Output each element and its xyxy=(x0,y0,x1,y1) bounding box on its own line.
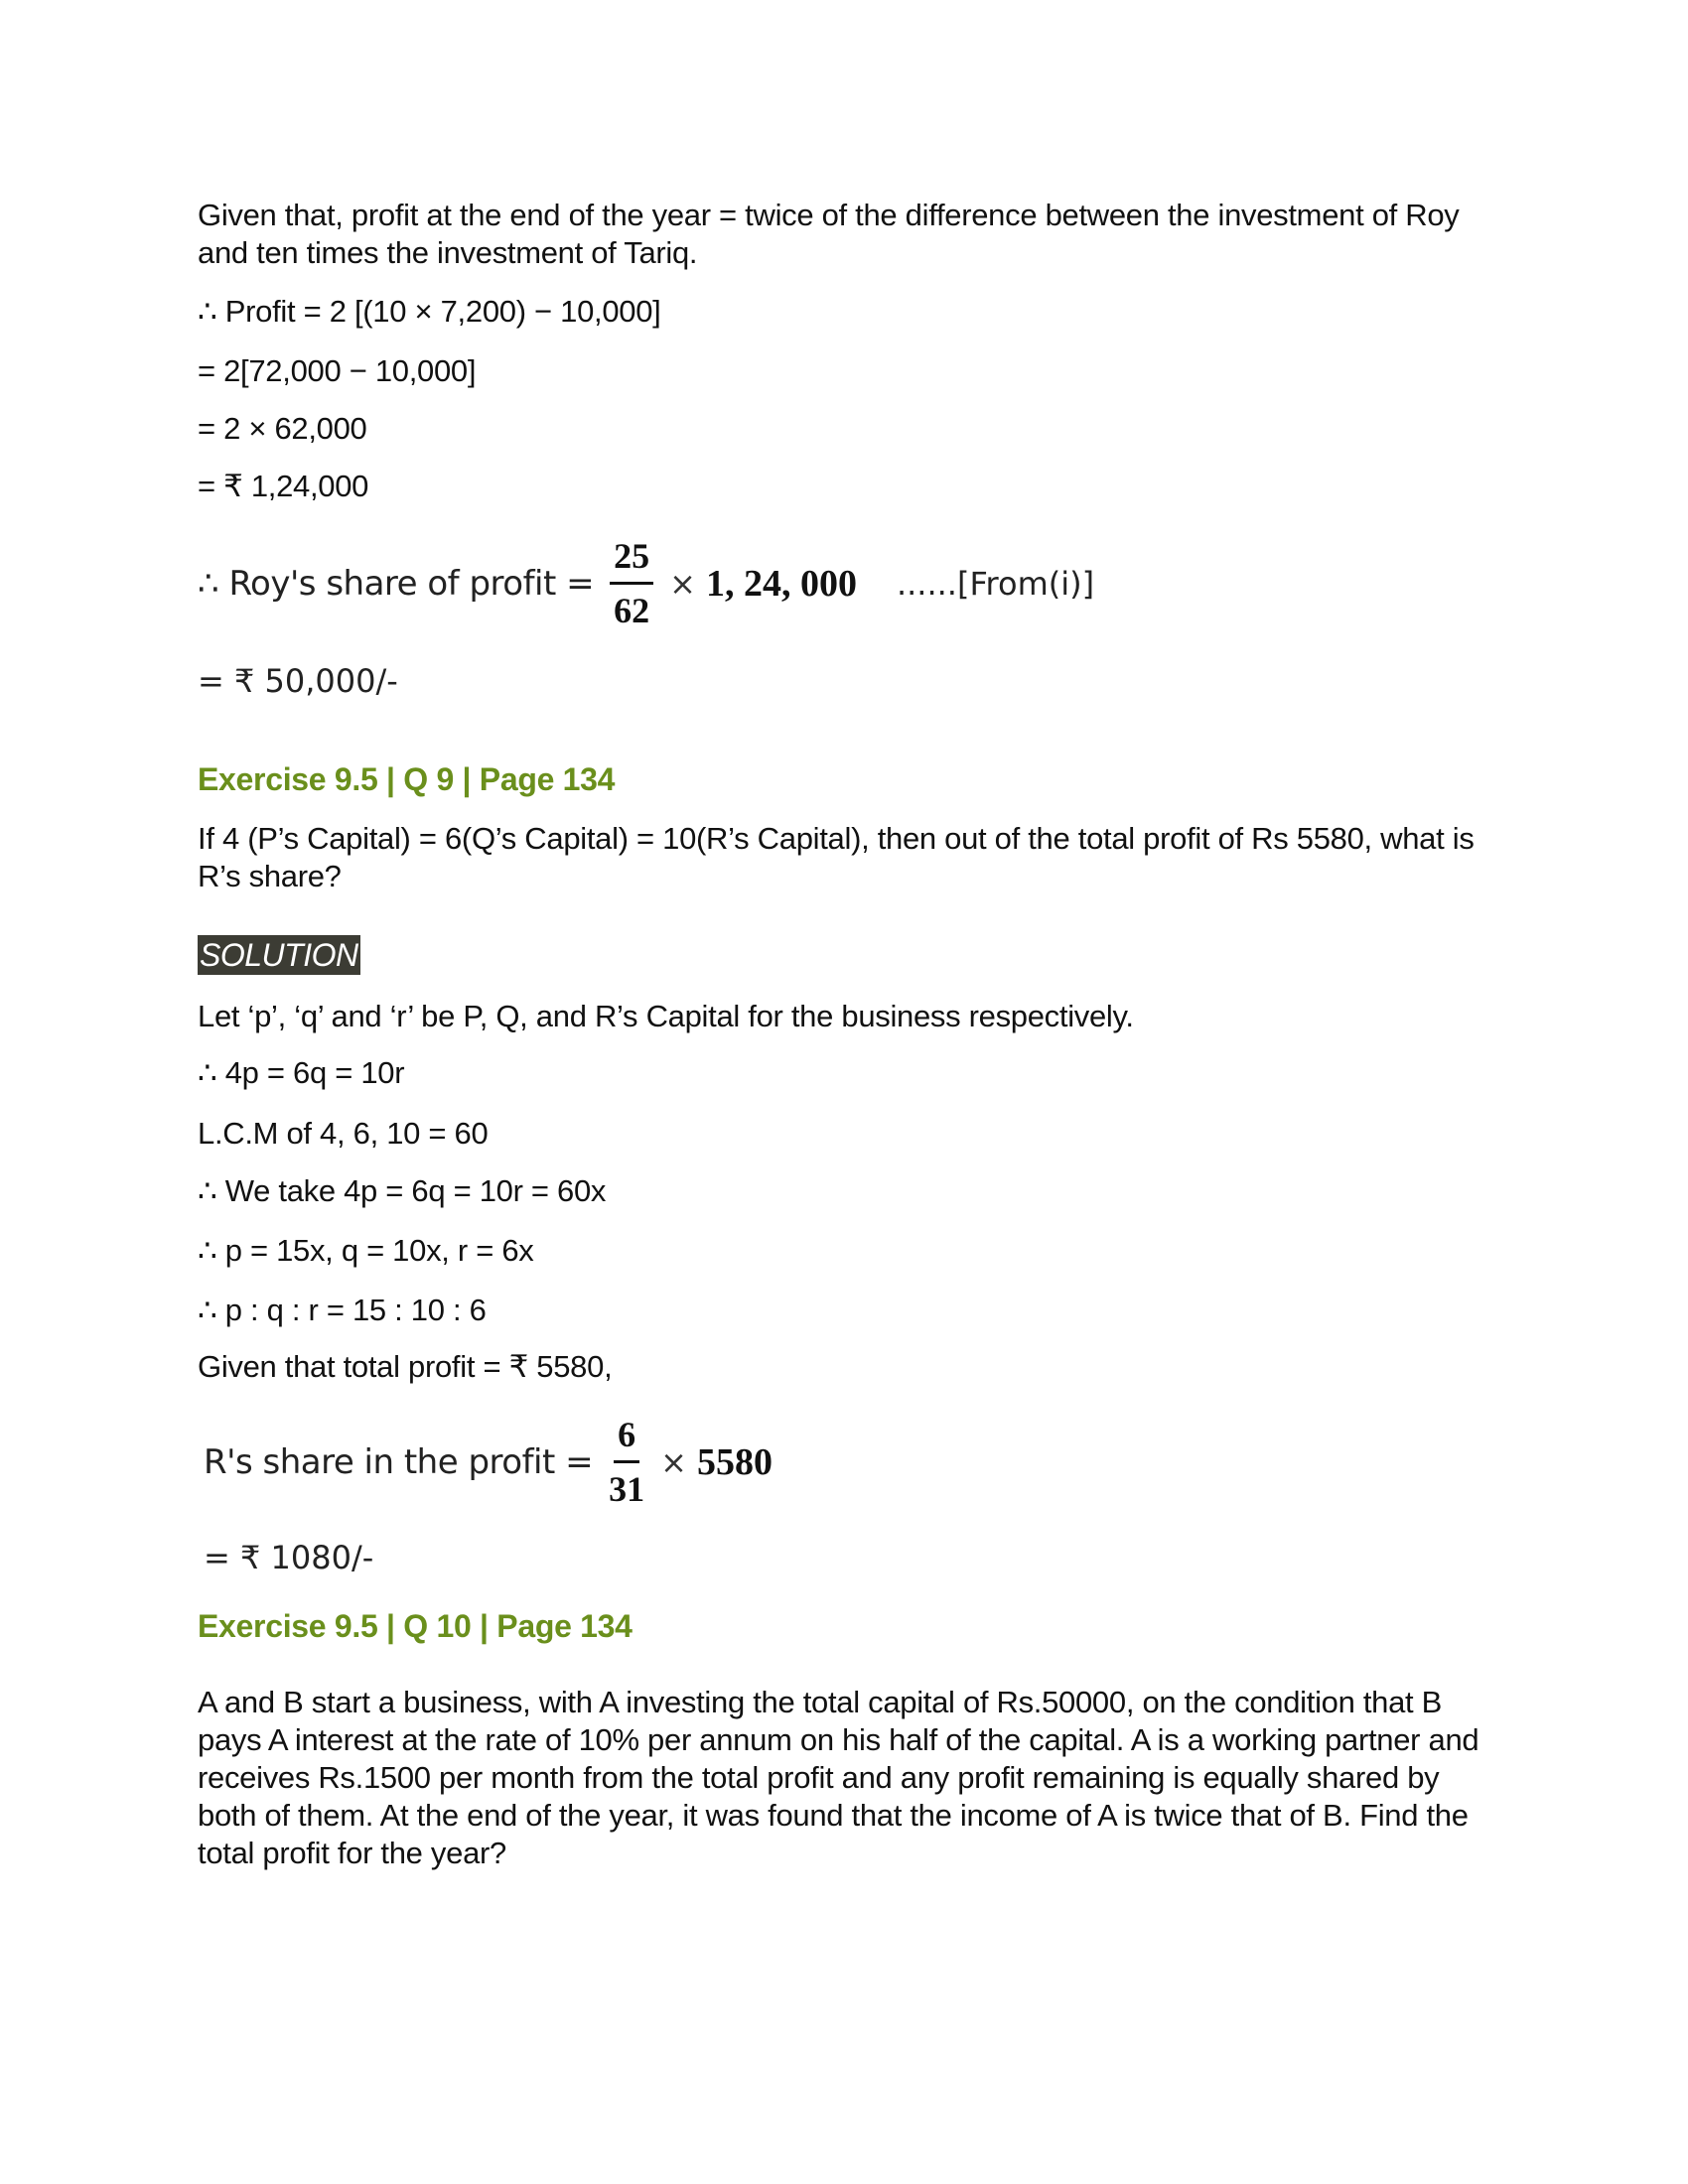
fraction-denominator: 62 xyxy=(614,591,650,630)
roy-share-result: = ₹ 50,000/- xyxy=(198,662,398,700)
step-subtraction: = 2[72,000 − 10,000] xyxy=(198,353,477,388)
step-lcm: L.C.M of 4, 6, 10 = 60 xyxy=(198,1116,489,1151)
step-equation: ∴ 4p = 6q = 10r xyxy=(198,1055,405,1090)
fraction-denominator: 31 xyxy=(609,1469,645,1509)
fraction xyxy=(609,1415,644,1509)
fraction xyxy=(610,536,653,630)
question-q10: A and B start a business, with A investing the total capital of Rs.50000, on the condition that B pays A interest at the rate of 10% per annum on his half of the capital. A is a working partner and receives Rs.1500 per month from the total profit and any profit remaining is equally shared by both of them. At the end of the year, it was found that the income of A is twice that of B. Find the total profit for the year? xyxy=(198,1685,1479,1870)
step-let: Let ‘p’, ‘q’ and ‘r’ be P, Q, and R’s Capital for the business respectively. xyxy=(198,999,1134,1033)
step-profit-formula: ∴ Profit = 2 [(10 × 7,200) − 10,000] xyxy=(198,294,661,329)
exercise-heading-q10: Exercise 9.5 | Q 10 | Page 134 xyxy=(198,1608,633,1644)
multiplier: 5580 xyxy=(696,1440,773,1483)
formula-label: ∴ Roy's share of profit = xyxy=(198,563,595,604)
question-q9: If 4 (P’s Capital) = 6(Q’s Capital) = 10(R’s Capital), then out of the total profit of Rs 5580, what is R’s share? xyxy=(198,821,1475,893)
step-ratio: ∴ p : q : r = 15 : 10 : 6 xyxy=(198,1293,487,1327)
intro-paragraph: Given that, profit at the end of the year = twice of the difference between the investment of Roy and ten times the investment of Tariq. xyxy=(198,198,1460,270)
step-multiplication: = 2 × 62,000 xyxy=(198,411,367,446)
exercise-heading-q9: Exercise 9.5 | Q 9 | Page 134 xyxy=(198,761,616,797)
step-given: Given that total profit = ₹ 5580, xyxy=(198,1349,613,1384)
r-share-formula xyxy=(204,1415,773,1509)
step-take: ∴ We take 4p = 6q = 10r = 60x xyxy=(198,1173,607,1208)
r-share-result: = ₹ 1080/- xyxy=(204,1539,374,1576)
times-sign: × xyxy=(660,1442,687,1481)
times-sign: × xyxy=(669,564,696,603)
roy-share-formula xyxy=(198,536,1094,630)
fraction-numerator: 6 xyxy=(614,1415,639,1463)
formula-label: R's share in the profit = xyxy=(204,1441,594,1482)
fraction-numerator: 25 xyxy=(610,536,653,585)
step-profit-total: = ₹ 1,24,000 xyxy=(198,469,369,503)
solution-label: SOLUTION xyxy=(200,937,358,973)
step-values: ∴ p = 15x, q = 10x, r = 6x xyxy=(198,1233,534,1268)
reference-note: ......[From(i)] xyxy=(896,564,1095,603)
multiplier: 1, 24, 000 xyxy=(705,562,857,605)
